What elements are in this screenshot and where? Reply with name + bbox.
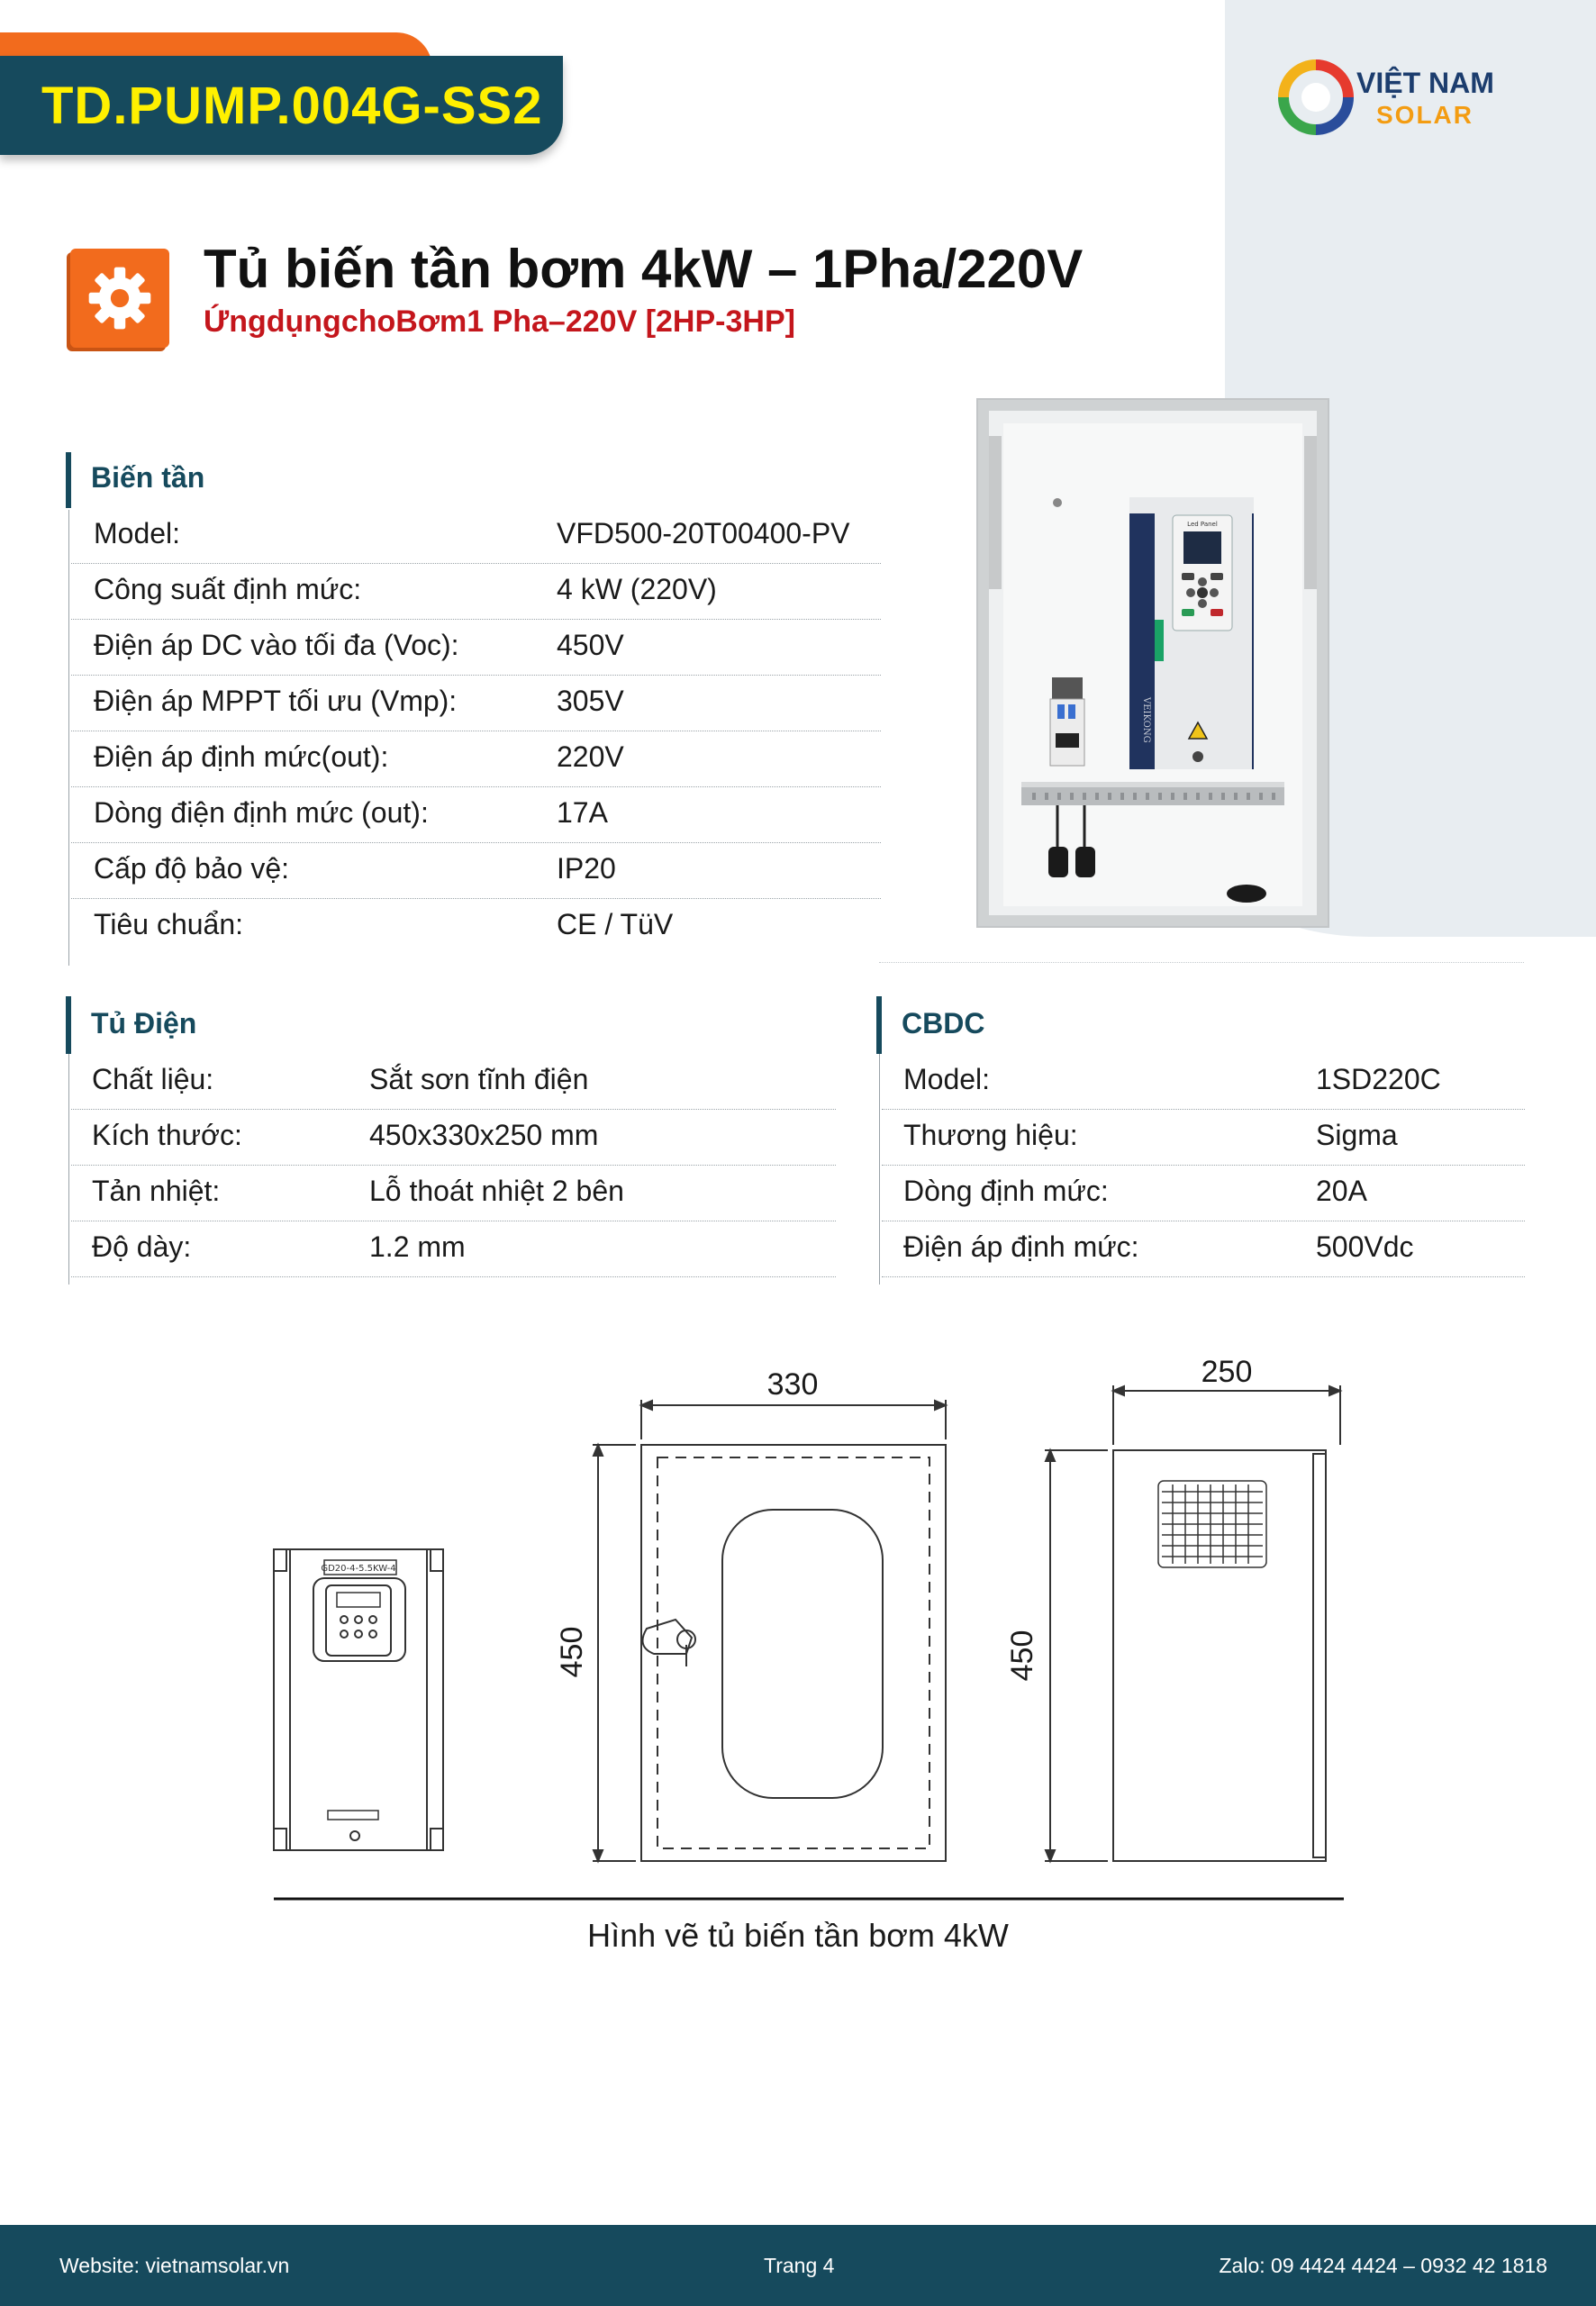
section-divider xyxy=(879,962,1524,963)
logo-text-line1: VIỆT NAM xyxy=(1356,67,1494,99)
row-label: Cấp độ bảo vệ: xyxy=(94,852,290,885)
row-value: 4 kW (220V) xyxy=(557,573,717,605)
product-code: TD.PUMP.004G-SS2 xyxy=(41,76,543,135)
photo-brand-text: VEIKONG xyxy=(1141,697,1151,743)
inverter-row xyxy=(71,787,881,843)
cbdc-row xyxy=(882,1166,1525,1221)
logo-mark-icon xyxy=(1277,58,1355,139)
row-label: Model: xyxy=(903,1063,991,1095)
inverter-row xyxy=(71,508,881,564)
depth-dimension-label: 250 xyxy=(1201,1355,1253,1389)
dimension-drawing xyxy=(261,1333,1369,1910)
section-accent-bar xyxy=(66,996,71,1054)
section-accent-bar xyxy=(66,452,71,508)
company-logo xyxy=(1277,54,1511,144)
row-label: Kích thước: xyxy=(92,1119,242,1151)
logo-text-line2: SOLAR xyxy=(1376,101,1474,129)
product-code-banner xyxy=(0,56,563,155)
cabinet-side-view xyxy=(1113,1450,1326,1861)
row-label: Điện áp định mức(out): xyxy=(94,740,389,773)
row-value: CE / TüV xyxy=(557,908,674,940)
inverter-outline xyxy=(274,1549,443,1850)
inverter-heading: Biến tần xyxy=(91,461,205,494)
row-label: Tiêu chuẩn: xyxy=(94,908,244,940)
row-label: Dòng định mức: xyxy=(903,1175,1109,1207)
product-photo xyxy=(976,398,1329,928)
inverter-section xyxy=(66,452,881,966)
row-value: 305V xyxy=(557,685,624,717)
inverter-row xyxy=(71,843,881,899)
row-label: Điện áp định mức: xyxy=(903,1230,1139,1263)
photo-panel-label: Led Panel xyxy=(1187,521,1218,528)
row-label: Tản nhiệt: xyxy=(92,1175,221,1207)
row-value: 500Vdc xyxy=(1316,1230,1414,1263)
cabinet-section xyxy=(66,996,836,1285)
title-icon-box xyxy=(70,249,169,348)
front-height-label: 450 xyxy=(555,1626,589,1678)
row-value: Sigma xyxy=(1316,1119,1398,1151)
inverter-row xyxy=(71,731,881,787)
cabinet-row xyxy=(71,1054,836,1110)
section-rule xyxy=(879,1054,880,1285)
row-value: 450V xyxy=(557,629,624,661)
cbdc-row xyxy=(882,1110,1525,1166)
gear-icon xyxy=(85,263,155,333)
page-footer xyxy=(0,2225,1596,2306)
cbdc-section xyxy=(876,996,1525,1285)
cabinet-row xyxy=(71,1221,836,1277)
footer-contact: Zalo: 09 4424 4424 – 0932 42 1818 xyxy=(1219,2254,1547,2277)
drawing-caption: Hình vẽ tủ biến tần bơm 4kW xyxy=(587,1917,1009,1954)
page-subtitle: ỨngdụngchoBơm1 Pha–220V [2HP-3HP] xyxy=(204,304,795,339)
side-height-label: 450 xyxy=(1005,1630,1039,1682)
cabinet-front-view xyxy=(641,1445,946,1861)
inverter-model-text: GD20-4-5.5KW-4 xyxy=(321,1564,396,1574)
cabinet-row xyxy=(71,1110,836,1166)
footer-website: Website: vietnamsolar.vn xyxy=(59,2254,290,2277)
row-label: Chất liệu: xyxy=(92,1063,214,1095)
row-value: Lỗ thoát nhiệt 2 bên xyxy=(369,1175,624,1207)
section-accent-bar xyxy=(876,996,882,1054)
cbdc-row xyxy=(882,1221,1525,1277)
cabinet-row xyxy=(71,1166,836,1221)
inverter-row xyxy=(71,676,881,731)
row-label: Công suất định mức: xyxy=(94,573,362,605)
technical-drawing xyxy=(261,1333,1369,1964)
inverter-row xyxy=(71,620,881,676)
row-label: Điện áp MPPT tối ưu (Vmp): xyxy=(94,685,458,717)
section-rule xyxy=(68,510,69,966)
inverter-row xyxy=(71,564,881,620)
width-dimension-label: 330 xyxy=(766,1367,819,1402)
inverter-row xyxy=(71,899,881,955)
row-label: Điện áp DC vào tối đa (Voc): xyxy=(94,629,459,661)
cabinet-photo-illustration xyxy=(978,400,1328,926)
cbdc-row xyxy=(882,1054,1525,1110)
row-value: 17A xyxy=(557,796,608,829)
row-value: IP20 xyxy=(557,852,616,885)
section-rule xyxy=(68,1054,69,1285)
row-value: 220V xyxy=(557,740,624,773)
cbdc-heading: CBDC xyxy=(902,1007,985,1040)
row-label: Model: xyxy=(94,517,181,549)
row-value: 20A xyxy=(1316,1175,1367,1207)
page-title: Tủ biến tần bơm 4kW – 1Pha/220V xyxy=(204,239,1084,299)
row-value: 450x330x250 mm xyxy=(369,1119,599,1151)
row-label: Dòng điện định mức (out): xyxy=(94,796,429,829)
row-value: 1SD220C xyxy=(1316,1063,1441,1095)
row-label: Thương hiệu: xyxy=(903,1119,1078,1151)
row-value: 1.2 mm xyxy=(369,1230,466,1263)
cabinet-heading: Tủ Điện xyxy=(91,1007,197,1040)
row-label: Độ dày: xyxy=(92,1230,192,1263)
row-value: VFD500-20T00400-PV xyxy=(557,517,850,549)
footer-page-number: Trang 4 xyxy=(764,2254,835,2277)
row-value: Sắt sơn tĩnh điện xyxy=(369,1063,589,1095)
